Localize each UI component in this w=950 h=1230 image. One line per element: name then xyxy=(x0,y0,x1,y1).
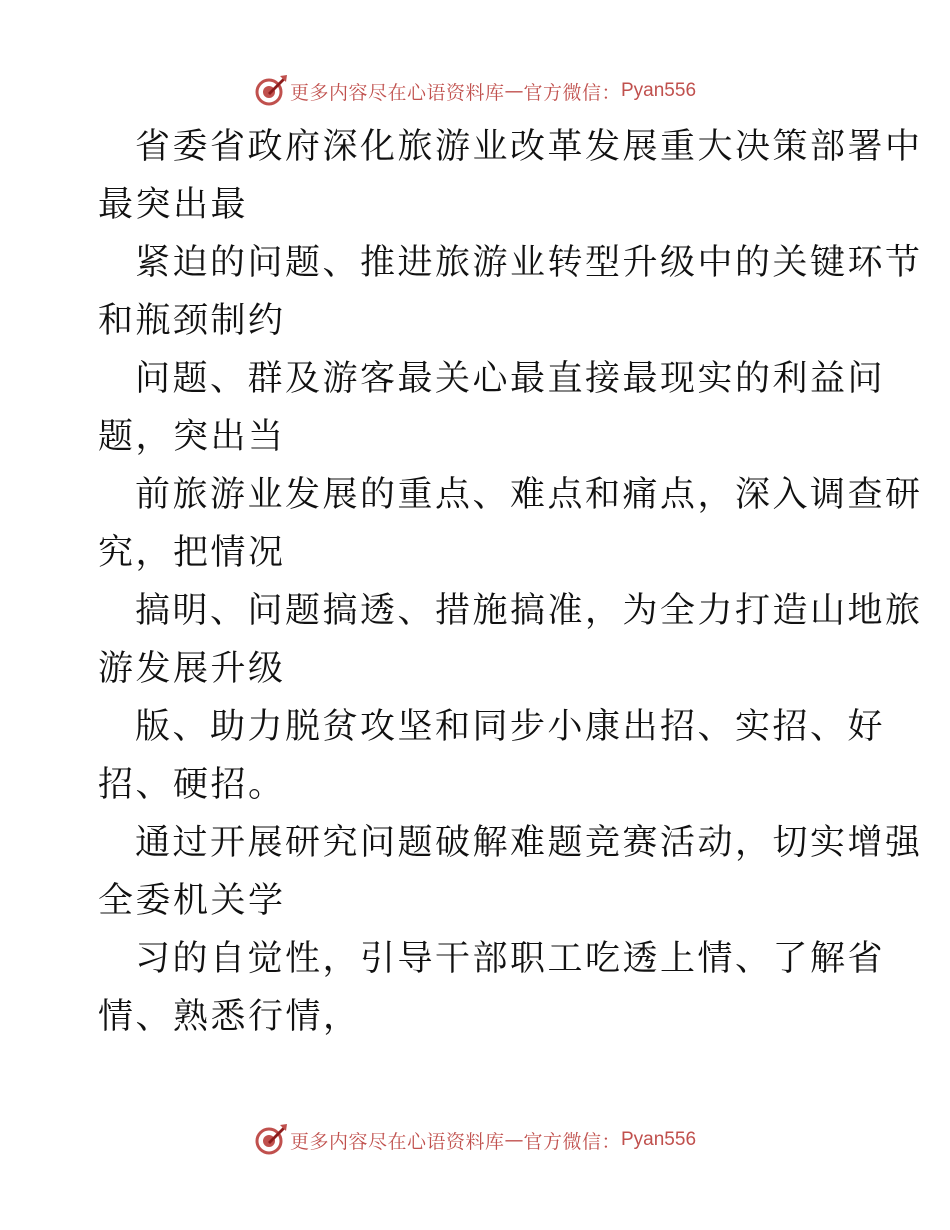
wechat-handle: Pyan556 xyxy=(621,1129,697,1150)
paragraph xyxy=(98,698,886,814)
paragraph-line: 究，把情况 xyxy=(98,533,286,573)
paragraph-line: 招、硬招。 xyxy=(98,765,286,805)
paragraph-line: 通过开展研究问题破解难题竞赛活动，切实增强 xyxy=(135,823,923,863)
paragraph xyxy=(98,466,923,582)
paragraph-line: 前旅游业发展的重点、难点和痛点，深入调查研 xyxy=(135,475,923,515)
paragraph-line: 最突出最 xyxy=(98,185,249,225)
banner-text: 更多内容尽在心语资料库 xyxy=(289,1130,505,1153)
quill-pen-logo-icon xyxy=(254,74,288,108)
paragraph-line: 省委省政府深化旅游业改革发展重大决策部署中 xyxy=(135,127,923,167)
wechat-handle: Pyan556 xyxy=(621,80,697,101)
quill-pen-logo-icon xyxy=(254,1123,288,1157)
paragraph-line: 游发展升级 xyxy=(98,649,286,689)
footer-banner xyxy=(0,1120,950,1160)
paragraph xyxy=(98,234,923,350)
paragraph xyxy=(98,814,923,930)
wechat-label: 官方微信： xyxy=(523,81,621,104)
paragraph-line: 搞明、问题搞透、措施搞准，为全力打造山地旅 xyxy=(135,591,923,631)
banner-text: 更多内容尽在心语资料库 xyxy=(289,81,505,104)
paragraph-line: 全委机关学 xyxy=(98,881,286,921)
header-banner xyxy=(0,71,950,111)
wechat-label: 官方微信： xyxy=(523,1130,621,1153)
paragraph-line: 紧迫的问题、推进旅游业转型升级中的关键环节 xyxy=(135,243,923,283)
paragraph xyxy=(98,118,923,234)
paragraph-line: 版、助力脱贫攻坚和同步小康出招、实招、好 xyxy=(135,707,886,747)
paragraph-line: 情、熟悉行情， xyxy=(98,997,361,1037)
banner-separator: — xyxy=(504,80,524,102)
document-body xyxy=(98,118,923,1046)
paragraph-line: 问题、群及游客最关心最直接最现实的利益问 xyxy=(135,359,886,399)
paragraph-line: 题，突出当 xyxy=(98,417,286,457)
paragraph xyxy=(98,582,923,698)
paragraph xyxy=(98,930,886,1046)
banner-separator: — xyxy=(504,1129,524,1151)
paragraph xyxy=(98,350,886,466)
paragraph-line: 习的自觉性，引导干部职工吃透上情、了解省 xyxy=(135,939,886,979)
paragraph-line: 和瓶颈制约 xyxy=(98,301,286,341)
